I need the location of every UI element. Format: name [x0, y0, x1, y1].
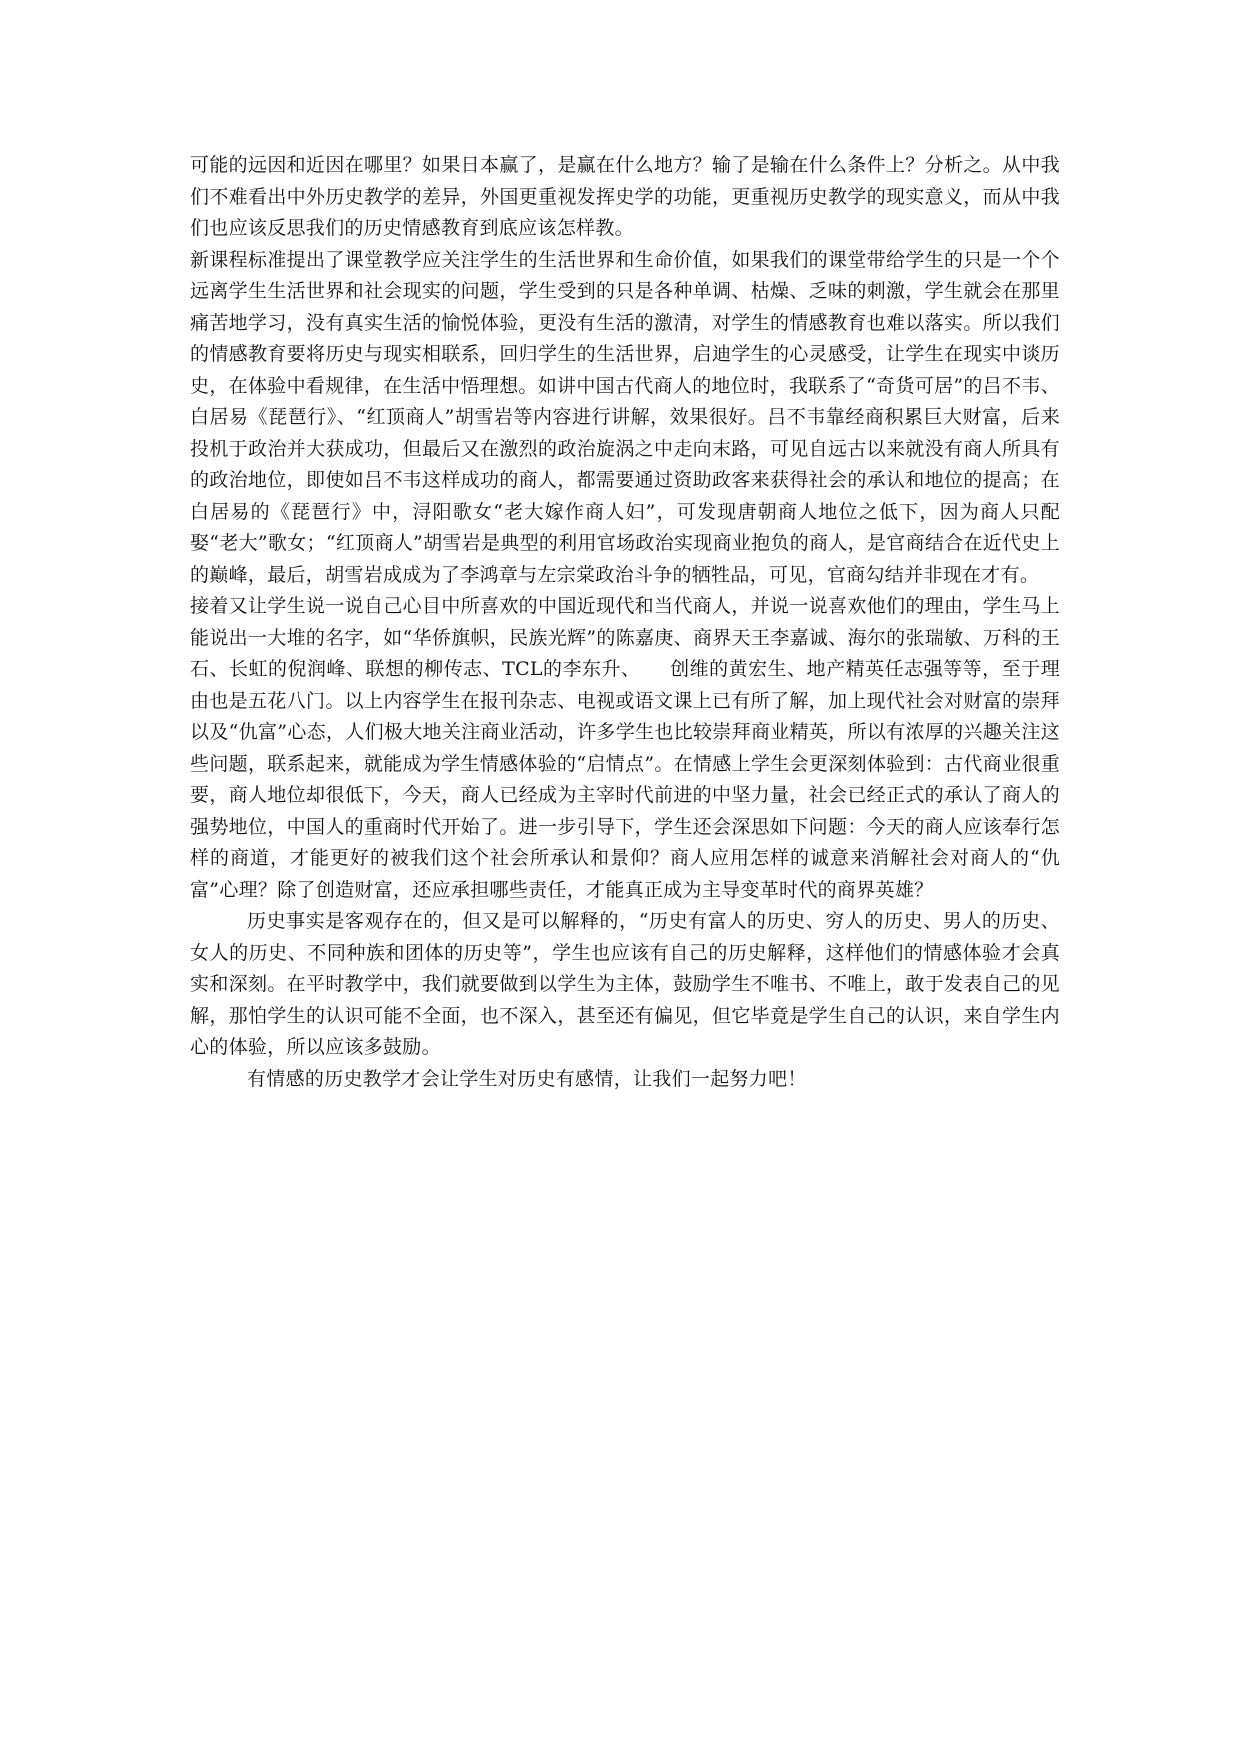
paragraph-3: 接着又让学生说一说自己心目中所喜欢的中国近现代和当代商人，并说一说喜欢他们的理由，学生马上能说出一大堆的名字，如“华侨旗帜，民族光辉”的陈嘉庚、商界天王李嘉诚、海尔的张瑞敏、万科的王石、长虹的倪润峰、联想的柳传志、TCL的李东升、 创维的黄宏生、地产精英任志强等等，至于理由也是五花八门。以上内容学生在报刊杂志、电视或语文课上已有所了解，加上现代社会对财富的崇拜以及“仇富”心态，人们极大地关注商业活动，许多学生也比较崇拜商业精英，所以有浓厚的兴趣关注这些问题，联系起来，就能成为学生情感体验的“启情点”。在情感上学生会更深刻体验到：古代商业很重要，商人地位却很低下，今天，商人已经成为主宰时代前进的中坚力量，社会已经正式的承认了商人的强势地位，中国人的重商时代开始了。进一步引导下，学生还会深思如下问题：今天的商人应该奉行怎样的商道，才能更好的被我们这个社会所承认和景仰？商人应用怎样的诚意来消解社会对商人的“仇富”心理？除了创造财富，还应承担哪些责任，才能真正成为主导变革时代的商界英雄？	[190, 595, 1060, 901]
paragraph-2: 新课程标准提出了课堂教学应关注学生的生活世界和生命价值，如果我们的课堂带给学生的只是一个个远离学生生活世界和社会现实的问题，学生受到的只是各种单调、枯燥、乏味的刺激，学生就会在那里痛苦地学习，没有真实生活的愉悦体验，更没有生活的激清，对学生的情感教育也难以落实。所以我们的情感教育要将历史与现实相联系，回归学生的生活世界，启迪学生的心灵感受，让学生在现实中谈历史，在体验中看规律，在生活中悟理想。如讲中国古代商人的地位时，我联系了“奇货可居”的吕不韦、白居易《琵琶行》、“红顶商人”胡雪岩等内容进行讲解，效果很好。吕不韦靠经商积累巨大财富，后来投机于政治并大获成功，但最后又在激烈的政治旋涡之中走向末路，可见自远古以来就没有商人所具有的政治地位，即使如吕不韦这样成功的商人，都需要通过资助政客来获得社会的承认和地位的提高；在白居易的《琵琶行》中，浔阳歌女“老大嫁作商人妇”，可发现唐朝商人地位之低下，因为商人只配娶“老大”歌女；“红顶商人”胡雪岩是典型的利用官场政治实现商业抱负的商人，是官商结合在近代史上的巅峰，最后，胡雪岩成成为了李鸿章与左宗棠政治斗争的牺牲品，可见，官商勾结并非现在才有。	[190, 248, 1060, 586]
paragraph-1: 可能的远因和近因在哪里？如果日本赢了，是赢在什么地方？输了是输在什么条件上？分析之。从中我们不难看出中外历史教学的差异，外国更重视发挥史学的功能，更重视历史教学的现实意义，而从中我们也应该反思我们的历史情感教育到底应该怎样教。	[190, 154, 1060, 239]
paragraph-5: 有情感的历史教学才会让学生对历史有感情，让我们一起努力吧！	[247, 1067, 807, 1090]
paragraph-4: 历史事实是客观存在的，但又是可以解释的，“历史有富人的历史、穷人的历史、男人的历史、女人的历史、不同种族和团体的历史等”，学生也应该有自己的历史解释，这样他们的情感体验才会真实和深刻。在平时教学中，我们就要做到以学生为主体，鼓励学生不唯书、不唯上，敢于发表自己的见解，那怕学生的认识可能不全面，也不深入，甚至还有偏见，但它毕竟是学生自己的认识，来自学生内心的体验，所以应该多鼓励。	[190, 910, 1060, 1058]
document-body	[190, 150, 1060, 1095]
